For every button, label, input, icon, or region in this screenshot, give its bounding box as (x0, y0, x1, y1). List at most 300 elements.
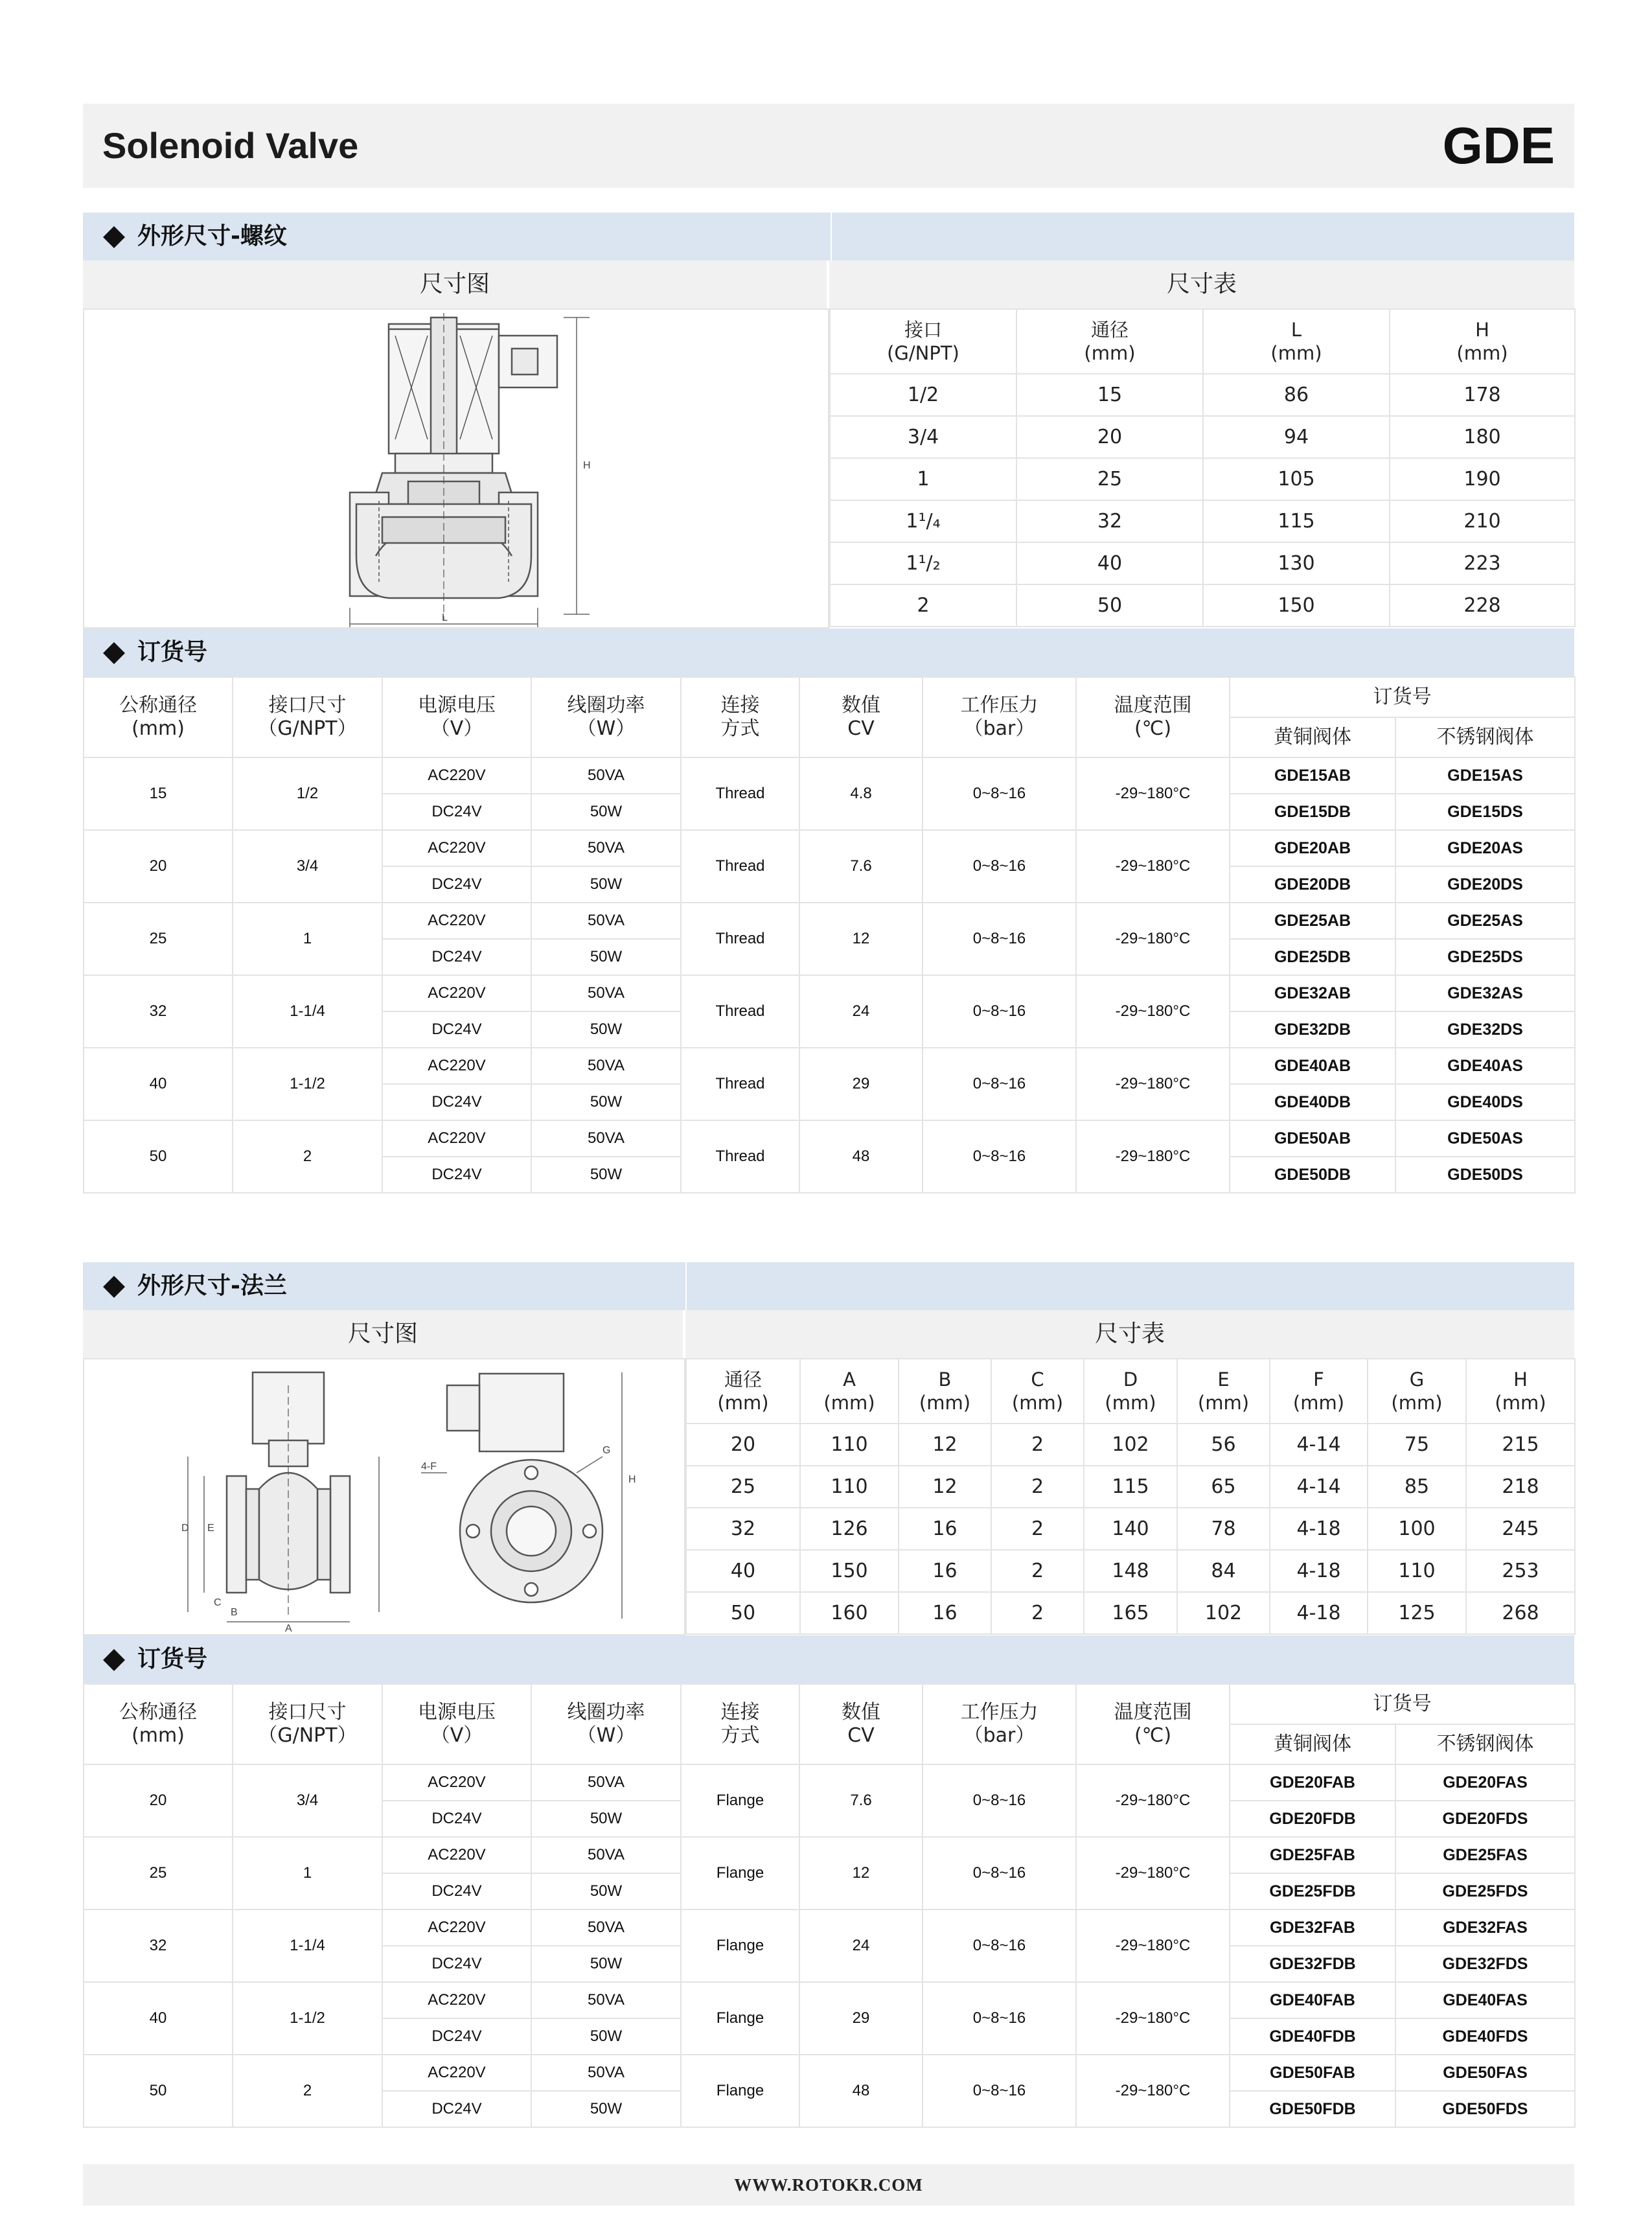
table-cell: 3/4 (233, 1764, 382, 1837)
table-cell: 178 (1390, 374, 1575, 416)
table-cell: 253 (1466, 1550, 1575, 1592)
dimension-e-mark: E (207, 1523, 214, 1534)
table-cell: 0~8~16 (923, 1120, 1076, 1193)
column-header (84, 677, 233, 757)
dimension-a-mark: A (285, 1623, 292, 1634)
column-header (531, 1684, 681, 1764)
stainless-order-code: GDE20AS (1395, 830, 1575, 866)
table-cell: Thread (681, 975, 799, 1048)
power-cell: 50VA (531, 1048, 681, 1084)
table-cell: 2 (991, 1424, 1084, 1466)
brass-order-code: GDE32DB (1230, 1011, 1395, 1048)
column-header-title: 温度范围 (1114, 694, 1192, 717)
brass-order-code: GDE32AB (1230, 975, 1395, 1011)
column-header-title: L (1291, 319, 1302, 341)
table-cell: Flange (681, 1910, 799, 1982)
table-row (84, 975, 1575, 1011)
column-header (1390, 309, 1575, 374)
table-cell: 94 (1203, 416, 1390, 458)
brass-order-code: GDE40AB (1230, 1048, 1395, 1084)
voltage-cell: DC24V (382, 1873, 531, 1910)
thread-valve-drawing (84, 310, 828, 627)
table-cell: 4-14 (1270, 1424, 1368, 1466)
column-header-title: C (1031, 1368, 1044, 1390)
table-cell: Thread (681, 1048, 799, 1120)
column-header-unit: (℃) (1134, 1724, 1172, 1747)
table-cell: -29~180°C (1076, 1120, 1230, 1193)
table-cell: 148 (1084, 1550, 1177, 1592)
stainless-order-code: GDE15AS (1395, 757, 1575, 794)
column-header (531, 677, 681, 757)
table-cell: 110 (1368, 1550, 1466, 1592)
column-header-title: 温度范围 (1114, 1701, 1192, 1724)
flange-valve-drawing (84, 1359, 684, 1634)
table-row (686, 1508, 1575, 1550)
stainless-order-code: GDE20DS (1395, 866, 1575, 903)
table-cell: 228 (1390, 584, 1575, 627)
brass-order-code: GDE20DB (1230, 866, 1395, 903)
table-cell: Flange (681, 2055, 799, 2127)
table-cell: 7.6 (799, 830, 923, 903)
table-cell: 32 (84, 1910, 233, 1982)
table-cell: Thread (681, 830, 799, 903)
stainless-order-code: GDE50FDS (1395, 2091, 1575, 2127)
brass-order-code: GDE32FDB (1230, 1946, 1395, 1982)
column-header-title: 通径 (1090, 319, 1129, 341)
table-row (84, 1048, 1575, 1084)
column-header-unit: （V） (430, 1724, 483, 1747)
column-header (84, 1684, 233, 1764)
table-cell: 2 (991, 1508, 1084, 1550)
power-cell: 50VA (531, 757, 681, 794)
table-cell: 20 (1016, 416, 1203, 458)
voltage-cell: AC220V (382, 903, 531, 939)
column-header (923, 1684, 1076, 1764)
table-cell: 180 (1390, 416, 1575, 458)
column-header (899, 1359, 991, 1424)
stainless-body-header: 不锈钢阀体 (1395, 1724, 1575, 1764)
header-row (84, 677, 1575, 717)
brass-order-code: GDE40FAB (1230, 1982, 1395, 2018)
thread-order-section-bar (83, 629, 1574, 676)
column-header (1016, 309, 1203, 374)
table-cell: 29 (799, 1048, 923, 1120)
table-cell: 150 (1203, 584, 1390, 627)
table-cell: 1 (830, 458, 1016, 500)
column-header (233, 677, 382, 757)
column-header-title: 数值 (842, 1701, 880, 1724)
column-header-unit: (G/NPT) (887, 342, 959, 364)
power-cell: 50VA (531, 975, 681, 1011)
stainless-order-code: GDE25DS (1395, 939, 1575, 975)
power-cell: 50VA (531, 2055, 681, 2091)
column-header-unit: (mm) (132, 717, 185, 740)
dimension-l-mark: L (442, 612, 448, 623)
table-cell: 4-18 (1270, 1508, 1368, 1550)
column-header-unit: (mm) (1391, 1392, 1443, 1414)
header-row (84, 1684, 1575, 1724)
column-header-title: 数值 (842, 694, 880, 717)
table-cell: -29~180°C (1076, 2055, 1230, 2127)
model-code: GDE (1442, 117, 1555, 174)
power-cell: 50W (531, 1084, 681, 1120)
column-header (681, 677, 799, 757)
table-cell: Flange (681, 1982, 799, 2055)
stainless-order-code: GDE50DS (1395, 1157, 1575, 1193)
flange-dimension-table (685, 1358, 1576, 1635)
table-cell: 32 (84, 975, 233, 1048)
table-cell: 4-18 (1270, 1592, 1368, 1634)
column-header (799, 677, 923, 757)
section-title: 订货号 (137, 639, 208, 665)
order-number-header: 订货号 (1230, 1684, 1575, 1724)
column-header-unit: (mm) (1270, 342, 1322, 364)
voltage-cell: AC220V (382, 1048, 531, 1084)
table-cell: 24 (799, 975, 923, 1048)
table-row (84, 1764, 1575, 1801)
flange-dimension-section-bar (83, 1262, 1574, 1310)
column-header (1177, 1359, 1270, 1424)
thread-drawing-frame (83, 308, 829, 629)
table-cell: 1-1/4 (233, 1910, 382, 1982)
table-cell: 110 (800, 1466, 899, 1508)
section-title: 外形尺寸-法兰 (137, 1273, 287, 1299)
brass-order-code: GDE15AB (1230, 757, 1395, 794)
brass-order-code: GDE15DB (1230, 794, 1395, 830)
column-header-unit: （G/NPT） (258, 1724, 357, 1747)
stainless-order-code: GDE20FDS (1395, 1801, 1575, 1837)
table-cell: 100 (1368, 1508, 1466, 1550)
column-header-title: 连接 (720, 1701, 760, 1724)
column-header-title: 接口尺寸 (268, 1701, 347, 1724)
column-header-title: 线圈功率 (567, 1701, 645, 1724)
table-cell: 0~8~16 (923, 975, 1076, 1048)
column-header-unit: （V） (430, 717, 483, 740)
column-header-title: 公称通径 (119, 1701, 197, 1724)
voltage-cell: DC24V (382, 2091, 531, 2127)
column-header-unit: (mm) (717, 1392, 769, 1414)
table-row (830, 458, 1575, 500)
table-cell: Thread (681, 1120, 799, 1193)
table-cell: 140 (1084, 1508, 1177, 1550)
stainless-order-code: GDE15DS (1395, 794, 1575, 830)
power-cell: 50W (531, 939, 681, 975)
column-header-unit: (mm) (1197, 1392, 1250, 1414)
brass-order-code: GDE25FDB (1230, 1873, 1395, 1910)
brass-order-code: GDE25FAB (1230, 1837, 1395, 1873)
drawing-label: 尺寸图 (83, 260, 828, 308)
table-cell: 126 (800, 1508, 899, 1550)
stainless-order-code: GDE50AS (1395, 1120, 1575, 1157)
table-cell: 2 (233, 1120, 382, 1193)
table-cell: 223 (1390, 542, 1575, 584)
voltage-cell: AC220V (382, 757, 531, 794)
table-cell: 0~8~16 (923, 830, 1076, 903)
table-cell: 105 (1203, 458, 1390, 500)
power-cell: 50W (531, 1946, 681, 1982)
column-header (1270, 1359, 1368, 1424)
stainless-order-code: GDE40FAS (1395, 1982, 1575, 2018)
column-header (382, 677, 531, 757)
table-cell: 130 (1203, 542, 1390, 584)
footer-url: WWW.ROTOKR.COM (83, 2164, 1574, 2206)
dimension-f-mark: 4-F (421, 1461, 437, 1472)
power-cell: 50W (531, 794, 681, 830)
flange-order-section-bar (83, 1635, 1574, 1683)
brass-order-code: GDE25AB (1230, 903, 1395, 939)
table-cell: 32 (1016, 500, 1203, 542)
dimension-b-mark: B (231, 1607, 238, 1618)
power-cell: 50W (531, 2018, 681, 2055)
table-row (84, 1837, 1575, 1873)
table-row (686, 1466, 1575, 1508)
voltage-cell: DC24V (382, 1084, 531, 1120)
table-label: 尺寸表 (685, 1310, 1574, 1358)
column-header-unit: （bar） (963, 1724, 1035, 1747)
table-cell: 3/4 (233, 830, 382, 903)
table-cell: 165 (1084, 1592, 1177, 1634)
brass-order-code: GDE20FAB (1230, 1764, 1395, 1801)
voltage-cell: AC220V (382, 1910, 531, 1946)
voltage-cell: AC220V (382, 830, 531, 866)
table-cell: 15 (84, 757, 233, 830)
column-header-unit: (mm) (1456, 342, 1508, 364)
column-header-unit: 方式 (720, 1724, 760, 1747)
column-header-unit: （W） (577, 717, 636, 740)
table-cell: 2 (830, 584, 1016, 627)
power-cell: 50W (531, 1873, 681, 1910)
order-number-header: 订货号 (1230, 677, 1575, 717)
column-header (233, 1684, 382, 1764)
table-row (830, 374, 1575, 416)
table-cell: 1-1/2 (233, 1048, 382, 1120)
stainless-order-code: GDE40DS (1395, 1084, 1575, 1120)
table-cell: 12 (899, 1424, 991, 1466)
table-row (84, 903, 1575, 939)
table-row (84, 1120, 1575, 1157)
column-header-unit: (mm) (1011, 1392, 1064, 1414)
column-header (1076, 1684, 1230, 1764)
table-cell: -29~180°C (1076, 1910, 1230, 1982)
table-row (686, 1550, 1575, 1592)
flange-order-table (83, 1683, 1576, 2128)
table-cell: 1 (233, 903, 382, 975)
table-cell: -29~180°C (1076, 1764, 1230, 1837)
column-header (800, 1359, 899, 1424)
table-label: 尺寸表 (829, 260, 1574, 308)
power-cell: 50VA (531, 1910, 681, 1946)
diamond-bullet-icon (103, 226, 125, 248)
table-cell: 215 (1466, 1424, 1575, 1466)
column-header-title: H (1475, 319, 1489, 341)
column-header-unit: (mm) (1084, 342, 1136, 364)
thread-order-table (83, 676, 1576, 1194)
table-cell: -29~180°C (1076, 975, 1230, 1048)
table-cell: -29~180°C (1076, 1982, 1230, 2055)
column-header-title: 公称通径 (119, 694, 197, 717)
column-header (1203, 309, 1390, 374)
table-cell: 86 (1203, 374, 1390, 416)
table-cell: 50 (1016, 584, 1203, 627)
table-cell: 0~8~16 (923, 1837, 1076, 1910)
table-cell: 50 (84, 1120, 233, 1193)
dimension-h-mark: H (583, 460, 591, 471)
table-cell: Thread (681, 757, 799, 830)
section-title: 外形尺寸-螺纹 (137, 223, 287, 249)
voltage-cell: AC220V (382, 2055, 531, 2091)
power-cell: 50W (531, 1011, 681, 1048)
table-cell: 0~8~16 (923, 1048, 1076, 1120)
column-header-title: E (1217, 1368, 1230, 1390)
voltage-cell: DC24V (382, 2018, 531, 2055)
table-cell: -29~180°C (1076, 830, 1230, 903)
table-cell: Thread (681, 903, 799, 975)
dimension-h-mark: H (628, 1474, 636, 1485)
table-cell: 29 (799, 1982, 923, 2055)
table-cell: 4-18 (1270, 1550, 1368, 1592)
section-title: 订货号 (137, 1646, 208, 1672)
voltage-cell: DC24V (382, 1946, 531, 1982)
column-header-title: 接口 (904, 319, 942, 341)
diamond-bullet-icon (103, 1276, 125, 1298)
table-cell: 102 (1177, 1592, 1270, 1634)
column-header-title: 工作压力 (960, 694, 1038, 717)
column-header-unit: 方式 (720, 717, 760, 740)
table-cell: 12 (799, 903, 923, 975)
voltage-cell: AC220V (382, 975, 531, 1011)
column-header-unit: (mm) (823, 1392, 875, 1414)
column-header-unit: (mm) (132, 1724, 185, 1747)
stainless-order-code: GDE40FDS (1395, 2018, 1575, 2055)
table-cell: 110 (800, 1424, 899, 1466)
table-cell: Flange (681, 1764, 799, 1837)
brass-order-code: GDE50DB (1230, 1157, 1395, 1193)
table-cell: 20 (84, 830, 233, 903)
table-cell: 4.8 (799, 757, 923, 830)
table-cell: 84 (1177, 1550, 1270, 1592)
table-cell: 1-1/4 (233, 975, 382, 1048)
document-title: Solenoid Valve (102, 125, 359, 166)
table-row (830, 542, 1575, 584)
voltage-cell: DC24V (382, 939, 531, 975)
table-cell: 32 (686, 1508, 800, 1550)
table-cell: 218 (1466, 1466, 1575, 1508)
table-cell: 0~8~16 (923, 2055, 1076, 2127)
table-cell: 115 (1203, 500, 1390, 542)
drawing-label: 尺寸图 (83, 1310, 684, 1358)
dimension-c-mark: C (214, 1597, 222, 1608)
power-cell: 50VA (531, 1120, 681, 1157)
table-cell: 16 (899, 1592, 991, 1634)
table-cell: 20 (686, 1424, 800, 1466)
column-header-unit: （G/NPT） (258, 717, 357, 740)
power-cell: 50VA (531, 903, 681, 939)
table-cell: 0~8~16 (923, 903, 1076, 975)
stainless-order-code: GDE32FAS (1395, 1910, 1575, 1946)
table-row (84, 1982, 1575, 2018)
table-cell: 12 (799, 1837, 923, 1910)
column-header-unit: (mm) (919, 1392, 971, 1414)
voltage-cell: DC24V (382, 794, 531, 830)
column-header-title: B (938, 1368, 952, 1390)
brass-order-code: GDE50AB (1230, 1120, 1395, 1157)
flange-drawing-frame (83, 1358, 685, 1635)
table-cell: 210 (1390, 500, 1575, 542)
voltage-cell: AC220V (382, 1764, 531, 1801)
table-cell: 160 (800, 1592, 899, 1634)
column-header-title: F (1313, 1368, 1324, 1390)
table-cell: 2 (991, 1466, 1084, 1508)
table-cell: 190 (1390, 458, 1575, 500)
stainless-order-code: GDE20FAS (1395, 1764, 1575, 1801)
table-cell: 40 (686, 1550, 800, 1592)
table-row (84, 1910, 1575, 1946)
brass-order-code: GDE40DB (1230, 1084, 1395, 1120)
table-cell: 16 (899, 1550, 991, 1592)
column-header-unit: (℃) (1134, 717, 1172, 740)
voltage-cell: DC24V (382, 1801, 531, 1837)
voltage-cell: AC220V (382, 1837, 531, 1873)
table-cell: 0~8~16 (923, 1982, 1076, 2055)
column-header (681, 1684, 799, 1764)
power-cell: 50W (531, 2091, 681, 2127)
stainless-order-code: GDE32FDS (1395, 1946, 1575, 1982)
table-cell: 245 (1466, 1508, 1575, 1550)
table-cell: 268 (1466, 1592, 1575, 1634)
column-header-title: 接口尺寸 (268, 694, 347, 717)
brass-order-code: GDE40FDB (1230, 2018, 1395, 2055)
power-cell: 50VA (531, 1982, 681, 2018)
table-row (84, 830, 1575, 866)
table-cell: 50 (686, 1592, 800, 1634)
stainless-order-code: GDE25FAS (1395, 1837, 1575, 1873)
brass-order-code: GDE32FAB (1230, 1910, 1395, 1946)
table-cell: 75 (1368, 1424, 1466, 1466)
column-header (382, 1684, 531, 1764)
thread-dimension-section-bar (83, 213, 1574, 260)
column-header-title: 线圈功率 (567, 694, 645, 717)
voltage-cell: DC24V (382, 1011, 531, 1048)
stainless-order-code: GDE32AS (1395, 975, 1575, 1011)
table-cell: 1-1/2 (233, 1982, 382, 2055)
power-cell: 50VA (531, 1764, 681, 1801)
column-header-title: H (1513, 1368, 1528, 1390)
table-cell: 0~8~16 (923, 757, 1076, 830)
column-header (991, 1359, 1084, 1424)
table-cell: 25 (1016, 458, 1203, 500)
table-cell: 3/4 (830, 416, 1016, 458)
stainless-order-code: GDE40AS (1395, 1048, 1575, 1084)
table-row (830, 500, 1575, 542)
column-header (1076, 677, 1230, 757)
table-cell: Flange (681, 1837, 799, 1910)
column-header-title: G (1409, 1368, 1425, 1390)
table-cell: 7.6 (799, 1764, 923, 1837)
table-cell: 40 (84, 1048, 233, 1120)
table-cell: 25 (686, 1466, 800, 1508)
power-cell: 50VA (531, 1837, 681, 1873)
column-header (799, 1684, 923, 1764)
table-cell: 25 (84, 903, 233, 975)
column-header-title: D (1123, 1368, 1138, 1390)
column-header (830, 309, 1016, 374)
dimension-g-mark: G (602, 1445, 611, 1456)
table-cell: 48 (799, 1120, 923, 1193)
power-cell: 50VA (531, 830, 681, 866)
table-cell: 40 (1016, 542, 1203, 584)
column-header-title: 工作压力 (960, 1701, 1038, 1724)
table-cell: 2 (991, 1592, 1084, 1634)
